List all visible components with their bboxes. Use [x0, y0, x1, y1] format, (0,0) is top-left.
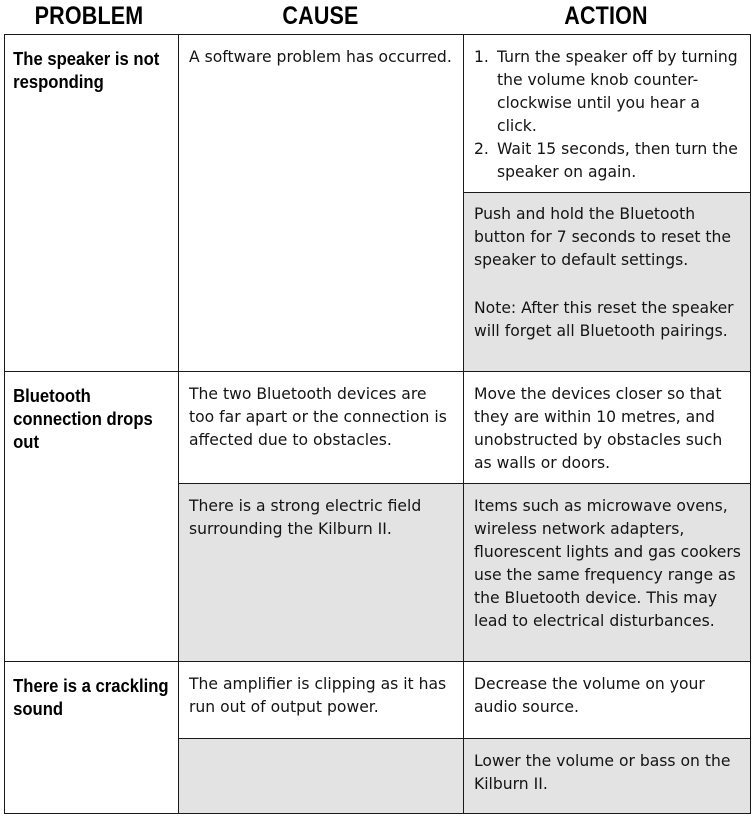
header-problem: PROBLEM — [34, 2, 144, 30]
cause-cell — [179, 662, 464, 739]
cause-text: The two Bluetooth devices are too far apart or the connection is affected due to obstacles. — [189, 385, 447, 449]
action-cell — [464, 739, 751, 814]
action-text: Decrease the volume on your audio source. — [474, 675, 705, 716]
header-action: ACTION — [564, 2, 648, 30]
cause-cell — [179, 739, 464, 814]
cause-text: The amplifier is clipping as it has run out of output power. — [189, 675, 447, 716]
action-text: Items such as microwave ovens, wireless network adapters, fluorescent lights and gas cookers use the same frequency range as the Bluetooth device. This may lead to electrical disturbances. — [474, 497, 741, 630]
step-text: Wait 15 seconds, then turn the speaker on again. — [497, 140, 738, 181]
action-cell — [464, 35, 751, 193]
cause-text: A software problem has occurred. — [189, 48, 452, 66]
step-number: 1. — [474, 48, 489, 66]
step-text: Turn the speaker off by turning the volume knob counter-clockwise until you hear a click. — [497, 48, 738, 135]
action-text: Move the devices closer so that they are within 10 metres, and unobstructed by obstacles such as walls or doors. — [474, 385, 723, 472]
cause-text: There is a strong electric field surrounding the Kilburn II. — [189, 497, 422, 538]
troubleshooting-table — [4, 34, 751, 814]
cause-cell — [179, 372, 464, 484]
action-note: Note: After this reset the speaker will forget all Bluetooth pairings. — [474, 299, 734, 340]
action-cell — [464, 372, 751, 484]
problem-text: There is a crackling sound — [13, 675, 169, 719]
action-cell — [464, 484, 751, 662]
action-text: Push and hold the Bluetooth button for 7 seconds to reset the speaker to default settings. — [474, 205, 732, 269]
problem-cell — [5, 662, 179, 814]
problem-cell — [5, 372, 179, 662]
problem-text: Bluetooth connection drops out — [13, 385, 153, 452]
cause-cell — [179, 35, 464, 372]
action-cell — [464, 193, 751, 372]
cause-cell — [179, 484, 464, 662]
problem-text: The speaker is not responding — [13, 48, 160, 92]
header-cause: CAUSE — [282, 2, 359, 30]
table-row — [5, 662, 751, 739]
table-row — [5, 372, 751, 484]
list-item — [474, 138, 742, 184]
problem-cell — [5, 35, 179, 372]
list-item — [474, 46, 742, 138]
cause-text — [179, 739, 463, 758]
action-steps — [474, 46, 742, 184]
step-number: 2. — [474, 140, 489, 158]
action-text: Lower the volume or bass on the Kilburn II. — [474, 752, 731, 793]
action-cell — [464, 662, 751, 739]
table-row — [5, 35, 751, 193]
